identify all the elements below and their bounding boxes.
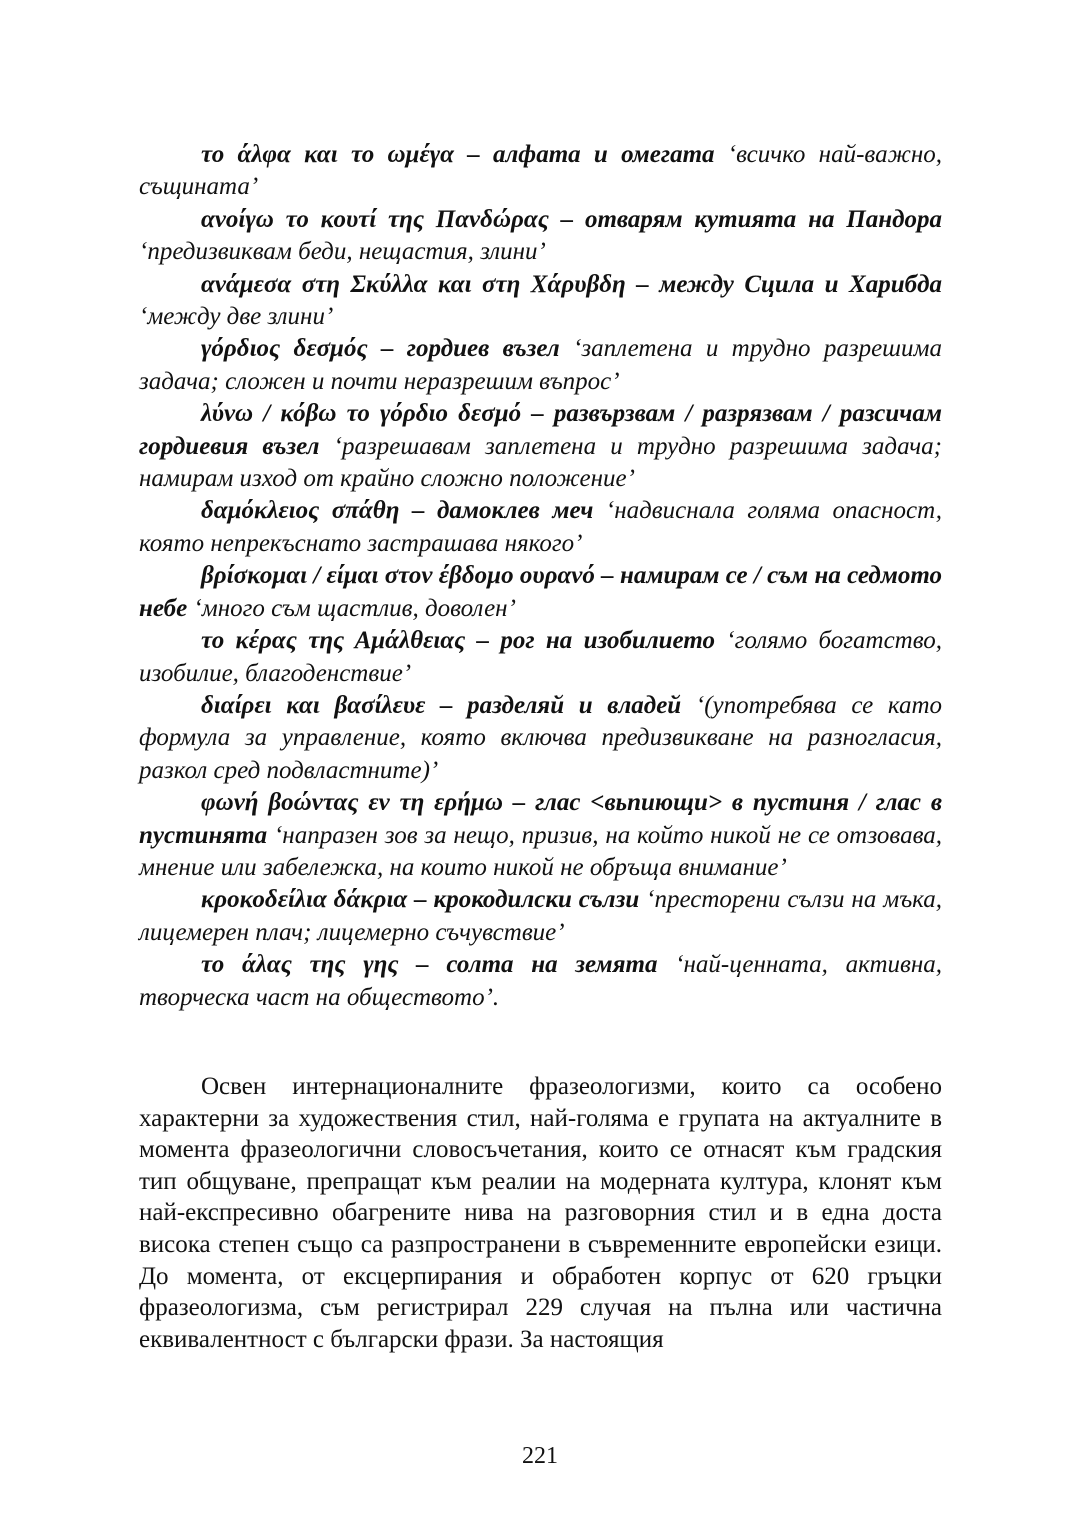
list-item	[139, 398, 942, 495]
phrase-gloss: ‘разрешавам заплетена и трудно разрешима задача; намирам изход от крайно сложно положение’	[139, 432, 942, 493]
phrase-gloss: ‘надвиснала голяма опасност, която непрекъснато застрашава някого’	[139, 497, 943, 557]
list-item	[139, 269, 942, 334]
phrase-gloss: ‘между две злини’	[139, 303, 334, 331]
phrase-gloss: ‘престорени сълзи на мъка, лицемерен плач; лицемерно съчувствие’	[139, 886, 942, 946]
phrase-gloss: ‘най-ценната, активна, творческа част на обществото’.	[139, 951, 942, 1011]
phraseology-list	[139, 139, 942, 1014]
page-number: 221	[522, 1443, 558, 1469]
phrase-term: βρίσκομαι / είμαι στον έβδομο ουρανό – намирам се / съм на седмото небе	[139, 562, 942, 622]
list-item	[139, 787, 942, 884]
phrase-term: το άλας της γης – солта на земята	[201, 951, 658, 979]
phrase-term: διαίρει και βασίλευε – разделяй и владей	[201, 691, 682, 719]
phrase-term: κροκοδείλια δάκρια – крокодилски сълзи	[201, 886, 640, 914]
body-paragraph: Освен интернационалните фразеологизми, които са особено характерни за художествения стил, най-голяма е групата на актуалните в момента фразеологични словосъчетания, които се отнасят към градския тип общуване, препращат към реалии на модерната култура, клонят към най-експресивно обагрените нива на разговорния стил и в една доста висока степен също са разпространени в съвременните европейски езици. До момента, от ексцерпирания и обработен корпус от 620 гръцки фразеологизма, съм регистрирал 229 случая на пълна или частична еквивалентност с български фрази. За настоящия	[139, 1073, 942, 1353]
phrase-term: ανάμεσα στη Σκύλλα και στη Χάρυβδη – между Сцила и Харибда	[201, 270, 942, 298]
phrase-term: λύνω / κόβω το γόρδιο δεσμό – развързвам / разрязвам / разсичам гордиевия възел	[139, 400, 942, 460]
phrase-term: δαμόκλειος σπάθη – дамоклев меч	[201, 497, 594, 525]
list-item	[139, 139, 942, 204]
phrase-gloss: ‘заплетена и трудно разрешима задача; сложен и почти неразрешим въпрос’	[139, 335, 942, 395]
list-item	[139, 884, 942, 949]
phrase-term: ανοίγω το κουτί της Πανδώρας – отварям кутията на Пандора	[201, 205, 942, 233]
list-item	[139, 560, 942, 625]
phrase-term: το άλφα και το ωμέγα – алфата и омегата	[201, 141, 715, 168]
phrase-gloss: ‘напразен зов за нещо, призив, на който никой не се отзовава, мнение или забележка, на които никой не обръща внимание’	[139, 821, 943, 881]
phrase-gloss: ‘(употребява се като формула за управление, която включва предизвикване на разногласия, разкол сред подвластните)’	[139, 691, 942, 784]
phrase-term: το κέρας της Αμάλθειας – рог на изобилието	[201, 627, 715, 655]
phrase-gloss: ‘предизвиквам беди, нещастия, злини’	[139, 238, 546, 266]
list-item	[139, 949, 942, 1014]
phrase-gloss: ‘много съм щастлив, доволен’	[193, 594, 516, 622]
phrase-gloss: ‘голямо богатство, изобилие, благоденствие’	[139, 627, 943, 687]
list-item	[139, 204, 942, 269]
list-item	[139, 690, 942, 787]
list-item	[139, 495, 942, 560]
phrase-term: φωνή βοώντας εν τη ερήμω – глас <вьпиющи> в пустиня / глас в пустинята	[139, 789, 942, 849]
phrase-gloss: ‘всичко най-важно, същината’	[139, 141, 942, 201]
phrase-term: γόρδιος δεσμός – гордиев възел	[201, 335, 560, 363]
list-item	[139, 333, 942, 398]
list-item	[139, 625, 942, 690]
